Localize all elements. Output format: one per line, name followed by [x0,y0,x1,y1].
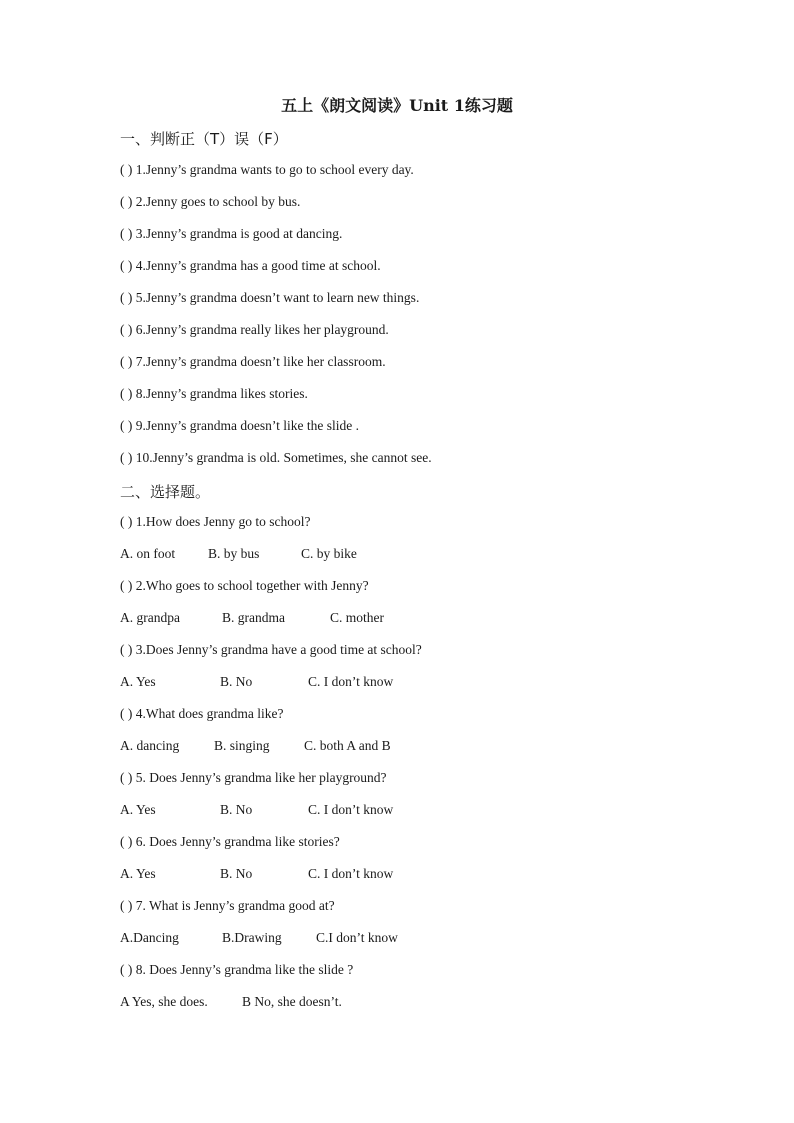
mc-options-5 [120,802,393,818]
tf-item-7: ( ) 7.Jenny’s grandma doesn’t like her classroom. [120,354,386,369]
mc-question-1: ( ) 1.How does Jenny go to school? [120,514,311,529]
section2-heading: 二、选择题。 [120,483,211,501]
mc-question-4: ( ) 4.What does grandma like? [120,706,284,721]
tf-item-10: ( ) 10.Jenny’s grandma is old. Sometimes, she cannot see. [120,450,432,465]
mc-options-8 [120,994,342,1010]
mc-options-1 [120,546,357,562]
tf-item-9: ( ) 9.Jenny’s grandma doesn’t like the slide . [120,418,359,433]
option-b: B.Drawing [222,930,282,945]
option-b: B. by bus [208,546,260,561]
option-c: C. I don’t know [308,674,394,689]
option-b: B No, she doesn’t. [242,994,342,1009]
tf-item-5: ( ) 5.Jenny’s grandma doesn’t want to learn new things. [120,290,420,305]
mc-question-7: ( ) 7. What is Jenny’s grandma good at? [120,898,335,913]
mc-options-2 [120,610,384,626]
option-c: C. I don’t know [308,866,394,881]
option-c: C. by bike [301,546,357,561]
option-c: C. I don’t know [308,802,394,817]
option-b: B. No [220,674,253,689]
option-c: C. mother [330,610,384,625]
mc-question-5: ( ) 5. Does Jenny’s grandma like her playground? [120,770,387,785]
option-c: C.I don’t know [316,930,398,945]
mc-options-6 [120,866,393,882]
tf-item-1: ( ) 1.Jenny’s grandma wants to go to school every day. [120,162,414,177]
mc-question-2: ( ) 2.Who goes to school together with Jenny? [120,578,369,593]
section1-heading: 一、判断正（T）误（F） [120,130,288,148]
mc-options-3 [120,674,393,690]
worksheet-title: 五上《朗文阅读》Unit 1练习题 [281,96,513,115]
option-c: C. both A and B [304,738,391,753]
option-a: A. dancing [120,738,180,753]
mc-options-4 [120,738,391,754]
mc-options-7 [120,930,398,946]
option-a: A Yes, she does. [120,994,208,1009]
option-b: B. No [220,866,253,881]
option-b: B. No [220,802,253,817]
tf-item-4: ( ) 4.Jenny’s grandma has a good time at school. [120,258,381,273]
option-a: A. on foot [120,546,176,561]
option-a: A.Dancing [120,930,179,945]
option-a: A. grandpa [120,610,180,625]
mc-question-8: ( ) 8. Does Jenny’s grandma like the slide ? [120,962,354,977]
tf-item-3: ( ) 3.Jenny’s grandma is good at dancing. [120,226,343,241]
option-b: B. grandma [222,610,285,625]
tf-item-8: ( ) 8.Jenny’s grandma likes stories. [120,386,308,401]
tf-item-6: ( ) 6.Jenny’s grandma really likes her playground. [120,322,389,337]
option-a: A. Yes [120,674,156,689]
option-b: B. singing [214,738,270,753]
option-a: A. Yes [120,802,156,817]
option-a: A. Yes [120,866,156,881]
mc-question-6: ( ) 6. Does Jenny’s grandma like stories? [120,834,340,849]
mc-question-3: ( ) 3.Does Jenny’s grandma have a good time at school? [120,642,422,657]
tf-item-2: ( ) 2.Jenny goes to school by bus. [120,194,301,209]
